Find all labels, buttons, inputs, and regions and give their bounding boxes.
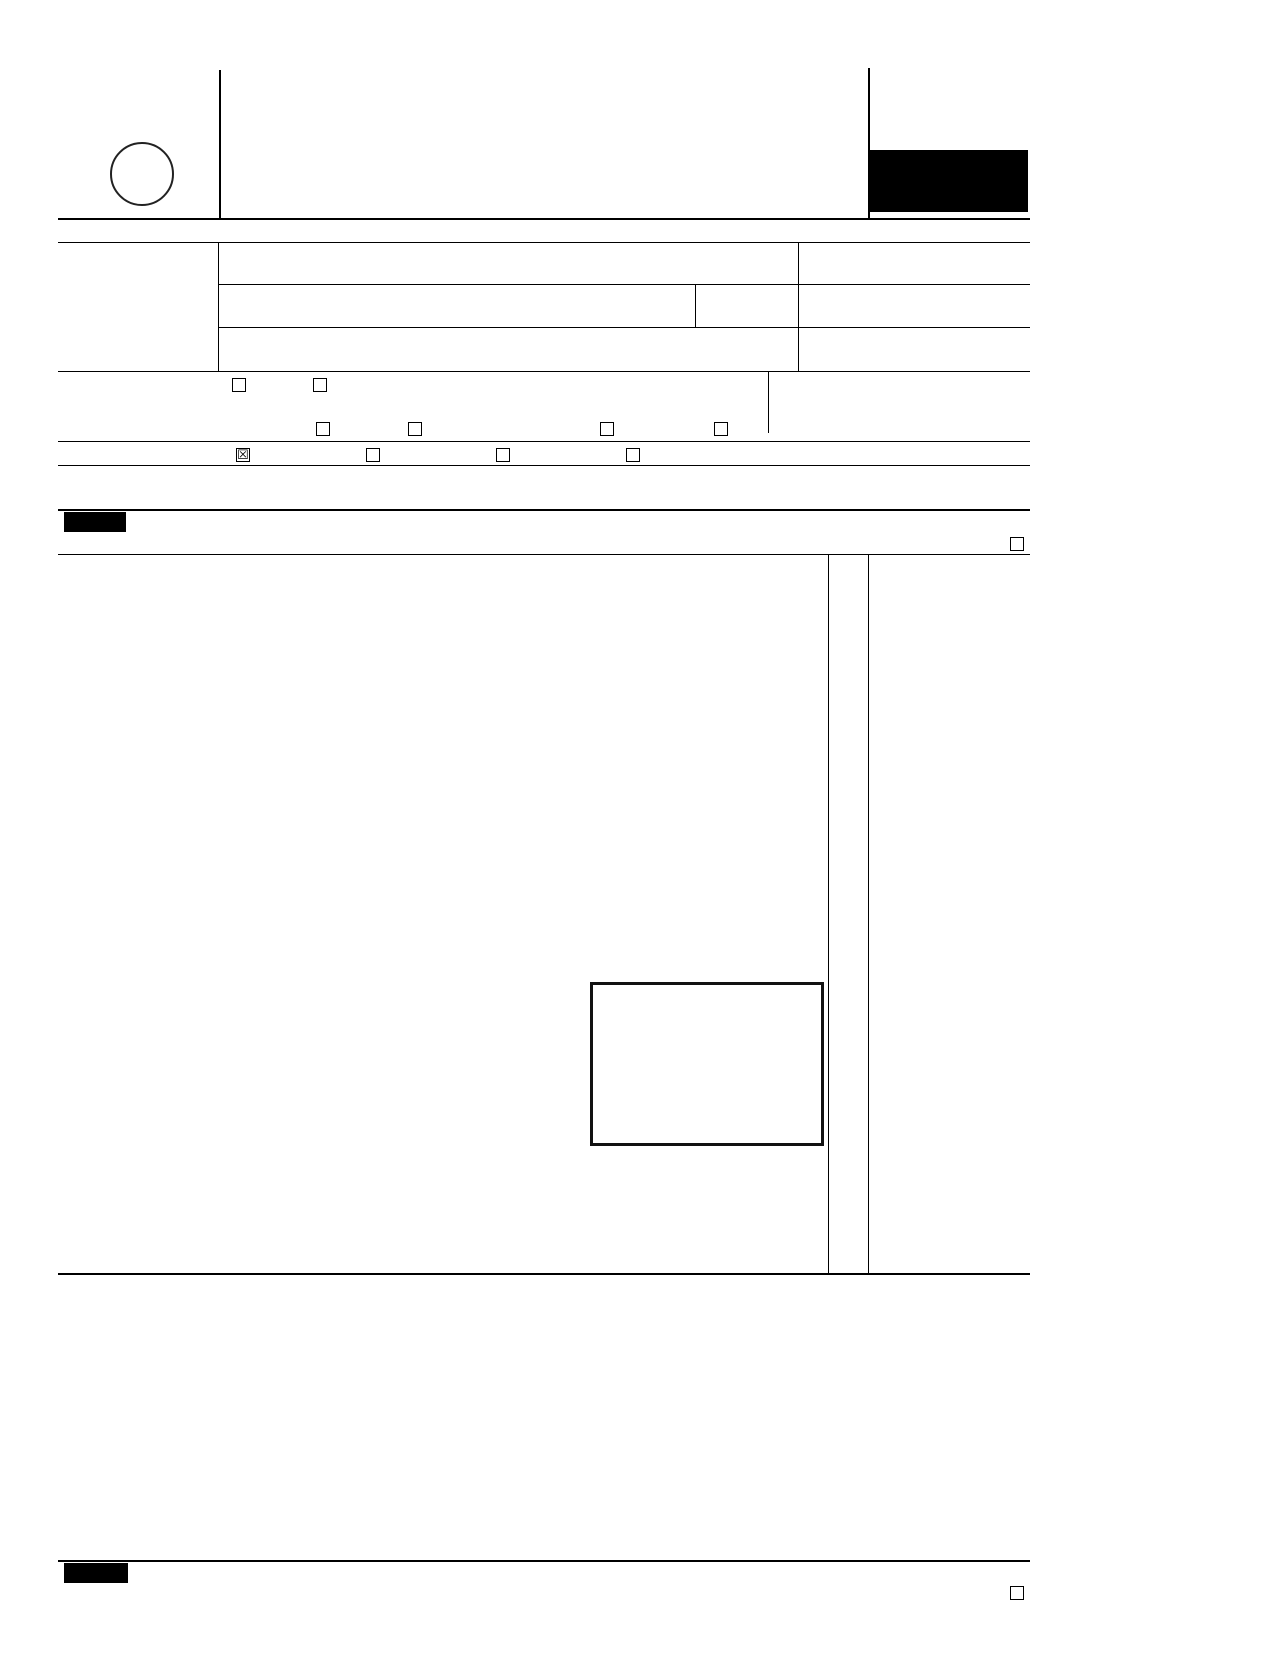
open-public-badge [870,150,1028,212]
part1-schedule-o-checkbox[interactable] [1010,537,1024,551]
corporation-checkbox[interactable]: ☒ [237,447,249,462]
part1-tag [64,512,126,532]
4947-checkbox[interactable] [600,422,614,436]
accrual-checkbox[interactable] [313,378,327,392]
received-stamp [590,982,824,1146]
cash-checkbox[interactable] [232,378,246,392]
trust-checkbox[interactable] [366,448,380,462]
association-checkbox[interactable] [496,448,510,462]
handwritten-stamp [110,142,174,206]
501c3-checkbox[interactable] [316,422,330,436]
part2-tag [64,1563,128,1583]
part2-schedule-o-checkbox[interactable] [1010,1586,1024,1600]
other-org-checkbox[interactable] [626,448,640,462]
527-checkbox[interactable] [714,422,728,436]
501c-checkbox[interactable] [408,422,422,436]
